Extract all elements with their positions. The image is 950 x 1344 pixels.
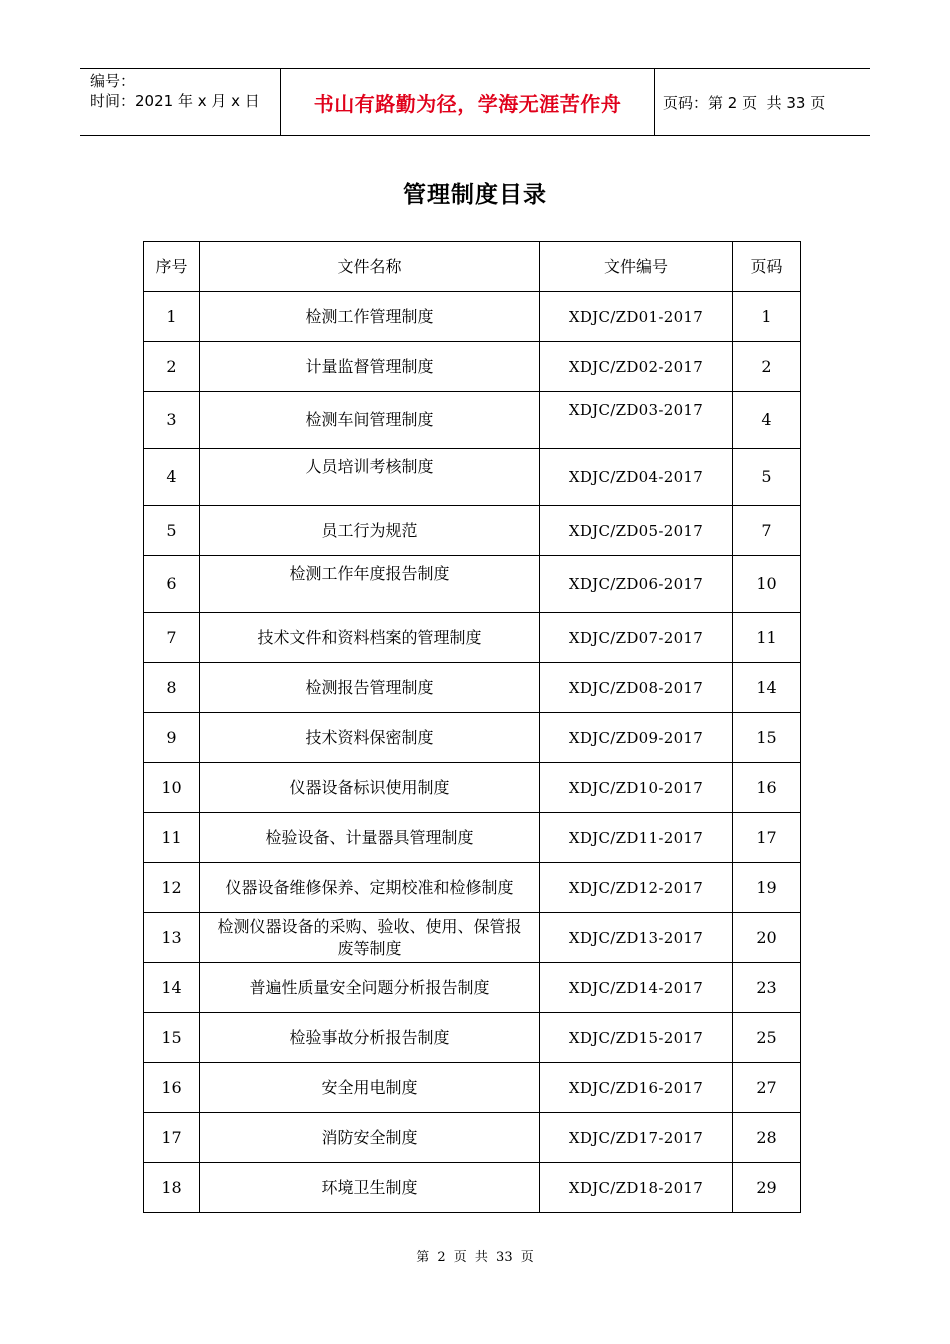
- table-row: [144, 713, 801, 763]
- row-code: XDJC/ZD18-2017: [540, 1163, 733, 1213]
- row-name: 检测报告管理制度: [200, 663, 540, 713]
- row-code: XDJC/ZD05-2017: [540, 506, 733, 556]
- row-page: 20: [733, 913, 801, 963]
- row-page: 5: [733, 449, 801, 506]
- row-name: 检验事故分析报告制度: [200, 1013, 540, 1063]
- row-no: 12: [144, 863, 200, 913]
- row-name: 人员培训考核制度: [200, 449, 540, 506]
- row-code: XDJC/ZD10-2017: [540, 763, 733, 813]
- table-row: [144, 1163, 801, 1213]
- row-page: 15: [733, 713, 801, 763]
- row-page: 16: [733, 763, 801, 813]
- row-name: 环境卫生制度: [200, 1163, 540, 1213]
- row-code: XDJC/ZD01-2017: [540, 292, 733, 342]
- row-code: XDJC/ZD17-2017: [540, 1113, 733, 1163]
- row-name: 仪器设备维修保养、定期校准和检修制度: [200, 863, 540, 913]
- row-page: 25: [733, 1013, 801, 1063]
- row-page: 29: [733, 1163, 801, 1213]
- row-code: XDJC/ZD14-2017: [540, 963, 733, 1013]
- row-code: XDJC/ZD13-2017: [540, 913, 733, 963]
- table-header-row: [144, 242, 801, 292]
- table-row: [144, 392, 801, 449]
- table-row: [144, 342, 801, 392]
- row-name: 检验设备、计量器具管理制度: [200, 813, 540, 863]
- header-page-info: 页码：第 2 页 共 33 页: [663, 93, 826, 112]
- row-code: XDJC/ZD12-2017: [540, 863, 733, 913]
- row-no: 8: [144, 663, 200, 713]
- table-row: [144, 913, 801, 963]
- row-no: 6: [144, 556, 200, 613]
- row-name: 检测工作管理制度: [200, 292, 540, 342]
- row-no: 5: [144, 506, 200, 556]
- row-page: 4: [733, 392, 801, 449]
- row-page: 27: [733, 1063, 801, 1113]
- table-row: [144, 449, 801, 506]
- row-name: 仪器设备标识使用制度: [200, 763, 540, 813]
- row-code: XDJC/ZD03-2017: [540, 392, 733, 449]
- toc-table: [143, 241, 801, 1213]
- row-code: XDJC/ZD07-2017: [540, 613, 733, 663]
- header-cell-name: 文件名称: [200, 242, 540, 292]
- row-page: 17: [733, 813, 801, 863]
- row-no: 16: [144, 1063, 200, 1113]
- row-name: 员工行为规范: [200, 506, 540, 556]
- page-header: [80, 68, 870, 136]
- row-no: 15: [144, 1013, 200, 1063]
- row-page: 14: [733, 663, 801, 713]
- row-no: 9: [144, 713, 200, 763]
- row-page: 2: [733, 342, 801, 392]
- document-title: 管理制度目录: [403, 182, 547, 208]
- table-row: [144, 863, 801, 913]
- row-no: 7: [144, 613, 200, 663]
- row-name: 普遍性质量安全问题分析报告制度: [200, 963, 540, 1013]
- row-no: 3: [144, 392, 200, 449]
- table-row: [144, 1113, 801, 1163]
- table-row: [144, 663, 801, 713]
- table-row: [144, 1013, 801, 1063]
- table-row: [144, 963, 801, 1013]
- header-cell-page: 页码: [733, 242, 801, 292]
- row-code: XDJC/ZD11-2017: [540, 813, 733, 863]
- table-row: [144, 506, 801, 556]
- row-code: XDJC/ZD06-2017: [540, 556, 733, 613]
- row-name: 消防安全制度: [200, 1113, 540, 1163]
- row-name: 检测仪器设备的采购、验收、使用、保管报废等制度: [200, 913, 540, 963]
- row-code: XDJC/ZD04-2017: [540, 449, 733, 506]
- row-name: 检测工作年度报告制度: [200, 556, 540, 613]
- header-meta: [80, 69, 281, 135]
- header-cell-code: 文件编号: [540, 242, 733, 292]
- row-page: 28: [733, 1113, 801, 1163]
- table-row: [144, 613, 801, 663]
- row-name: 检测车间管理制度: [200, 392, 540, 449]
- row-code: XDJC/ZD08-2017: [540, 663, 733, 713]
- row-no: 4: [144, 449, 200, 506]
- row-no: 2: [144, 342, 200, 392]
- row-name: 安全用电制度: [200, 1063, 540, 1113]
- page-footer: 第 2 页 共 33 页: [416, 1250, 534, 1265]
- table-row: [144, 1063, 801, 1113]
- row-code: XDJC/ZD15-2017: [540, 1013, 733, 1063]
- row-no: 14: [144, 963, 200, 1013]
- row-no: 17: [144, 1113, 200, 1163]
- row-name: 计量监督管理制度: [200, 342, 540, 392]
- header-number-label: 编号：: [90, 72, 136, 90]
- row-code: XDJC/ZD09-2017: [540, 713, 733, 763]
- row-page: 19: [733, 863, 801, 913]
- row-name: 技术文件和资料档案的管理制度: [200, 613, 540, 663]
- table-row: [144, 813, 801, 863]
- row-code: XDJC/ZD16-2017: [540, 1063, 733, 1113]
- row-page: 7: [733, 506, 801, 556]
- row-code: XDJC/ZD02-2017: [540, 342, 733, 392]
- table-row: [144, 763, 801, 813]
- row-no: 10: [144, 763, 200, 813]
- header-cell-no: 序号: [144, 242, 200, 292]
- row-no: 13: [144, 913, 200, 963]
- row-no: 18: [144, 1163, 200, 1213]
- row-no: 11: [144, 813, 200, 863]
- row-page: 11: [733, 613, 801, 663]
- row-page: 23: [733, 963, 801, 1013]
- row-page: 10: [733, 556, 801, 613]
- row-no: 1: [144, 292, 200, 342]
- header-time-label: 时间：2021 年 x 月 x 日: [90, 92, 260, 110]
- table-row: [144, 292, 801, 342]
- row-page: 1: [733, 292, 801, 342]
- row-name: 技术资料保密制度: [200, 713, 540, 763]
- table-row: [144, 556, 801, 613]
- header-motto: 书山有路勤为径，学海无涯苦作舟: [281, 69, 655, 135]
